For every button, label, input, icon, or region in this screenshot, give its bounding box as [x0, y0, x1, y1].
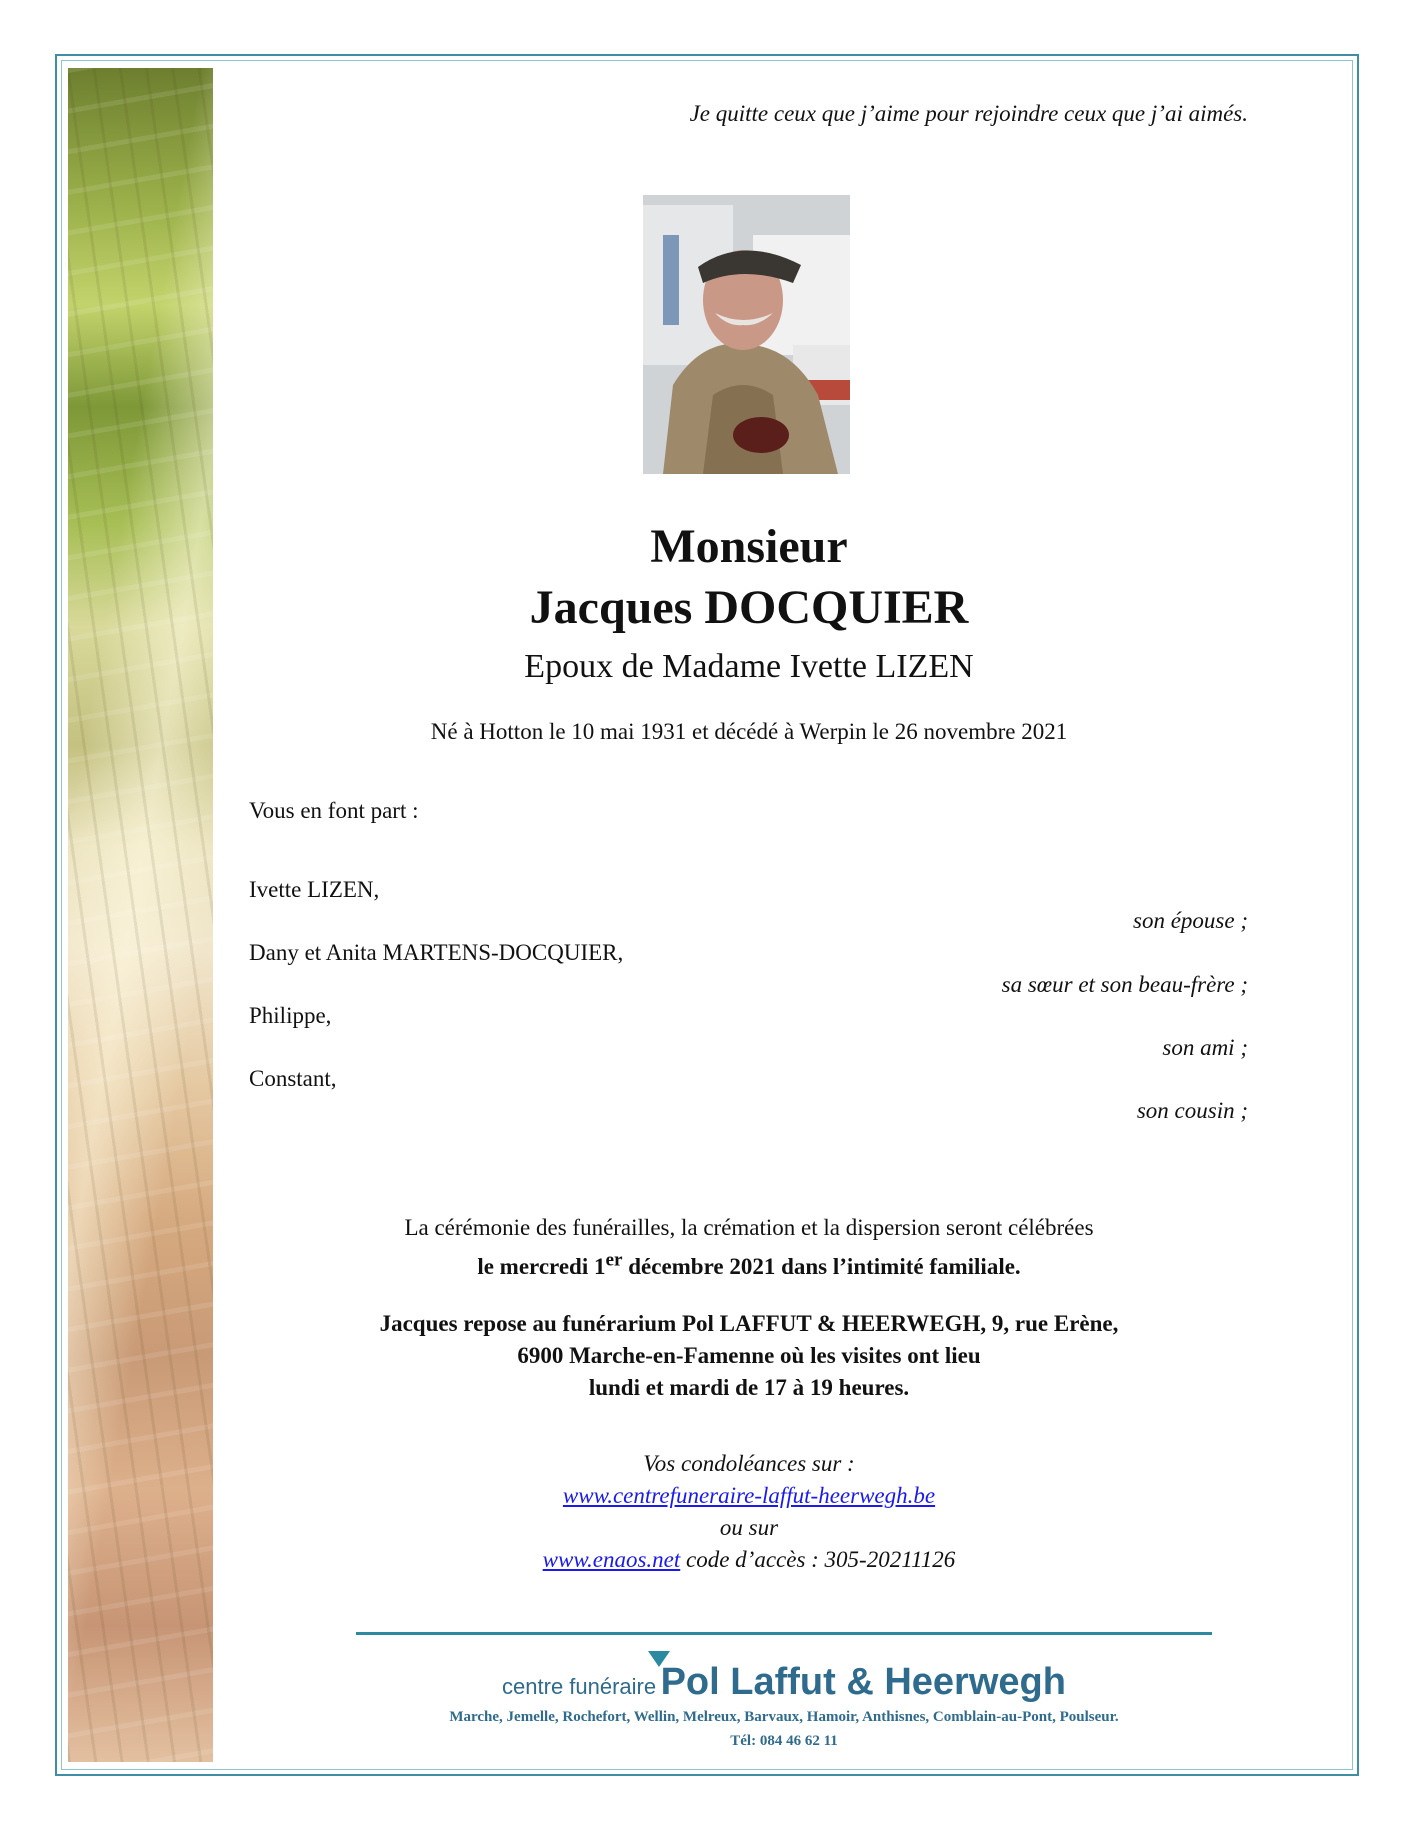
condolences-link-2[interactable]: www.enaos.net	[542, 1547, 681, 1572]
footer-towns: Marche, Jemelle, Rochefort, Wellin, Melreux, Barvaux, Hamoir, Anthisnes, Comblain-au-Pont, Poulseur.	[449, 1709, 1119, 1725]
announcement-intro: Vous en font part :	[249, 798, 419, 823]
forest-path-image	[68, 68, 213, 1762]
mourner-name: Dany et Anita MARTENS-DOCQUIER,	[249, 940, 624, 965]
mourner-name: Philippe,	[249, 1003, 332, 1028]
ceremony-date-pre: le mercredi 1	[477, 1253, 606, 1279]
repose-block	[250, 1308, 1248, 1404]
epigraph: Je quitte ceux que j’aime pour rejoindre ceux que j’ai aimés.	[689, 101, 1248, 126]
ceremony-date-sup: er	[605, 1249, 623, 1270]
repose-line-3: lundi et mardi de 17 à 19 heures.	[588, 1375, 910, 1400]
condolences-label: Vos condoléances sur :	[643, 1451, 855, 1476]
spouse-line: Epoux de Madame Ivette LIZEN	[524, 648, 974, 685]
mourner-relation: sa sœur et son beau-frère ;	[1001, 972, 1248, 997]
mourner-name: Ivette LIZEN,	[249, 877, 380, 902]
footer-rule	[356, 1632, 1212, 1635]
footer-phone: Tél: 084 46 62 11	[730, 1733, 838, 1749]
brand-small: centre funéraire	[502, 1674, 657, 1699]
mourner-relation: son cousin ;	[1136, 1098, 1248, 1123]
repose-line-2: 6900 Marche-en-Famenne où les visites ont lieu	[517, 1343, 981, 1368]
deceased-title: Monsieur	[650, 520, 848, 573]
ceremony-line-1: La cérémonie des funérailles, la crémation et la dispersion seront célébrées	[404, 1215, 1094, 1240]
mourner-name: Constant,	[249, 1066, 337, 1091]
ceremony-block	[250, 1212, 1248, 1283]
deceased-name: Jacques DOCQUIER	[529, 581, 969, 634]
access-code: code d’accès : 305-20211126	[680, 1547, 956, 1572]
brand-big: Pol Laffut & Heerwegh	[660, 1661, 1066, 1703]
repose-line-1: Jacques repose au funérarium Pol LAFFUT & HEERWEGH, 9, rue Erène,	[379, 1311, 1119, 1336]
ceremony-date-post: décembre 2021 dans l’intimité familiale.	[622, 1253, 1021, 1279]
funeral-home-logo	[356, 1661, 1212, 1704]
condolences-block	[250, 1448, 1248, 1576]
condolences-link-1[interactable]: www.centrefuneraire-laffut-heerwegh.be	[562, 1483, 936, 1508]
life-dates: Né à Hotton le 10 mai 1931 et décédé à Werpin le 26 novembre 2021	[430, 719, 1068, 744]
mourner-relation: son épouse ;	[1133, 908, 1248, 933]
ceremony-line-2	[250, 1244, 1248, 1283]
mourner-relation: son ami ;	[1162, 1035, 1248, 1060]
portrait-illustration	[643, 195, 850, 474]
condolences-or: ou sur	[719, 1515, 779, 1540]
portrait-photo	[643, 195, 850, 474]
